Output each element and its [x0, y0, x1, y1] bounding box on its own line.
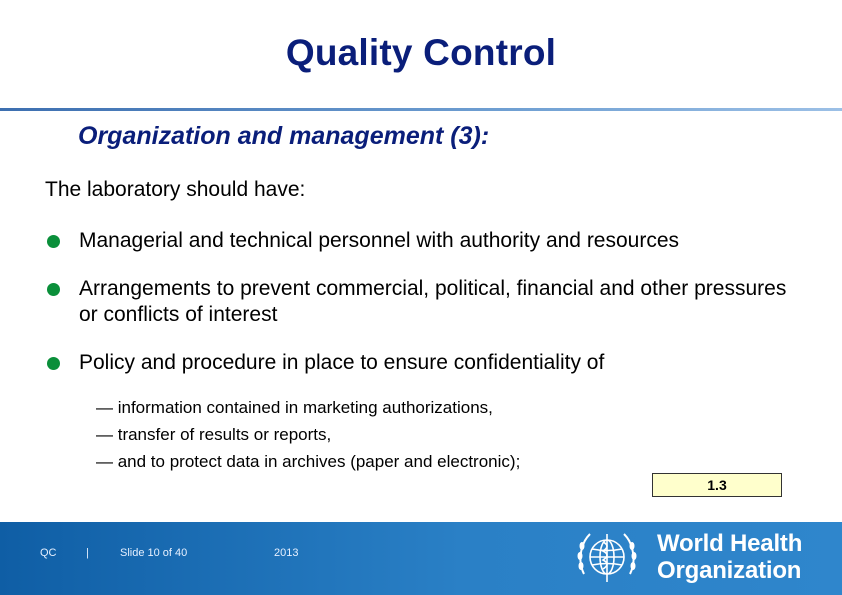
- sub-item: — information contained in marketing authorizations,: [96, 398, 493, 417]
- who-wordmark-line1: World Health: [657, 530, 803, 557]
- who-wordmark: [657, 530, 802, 584]
- intro-text: The laboratory should have:: [45, 178, 306, 201]
- slide-subtitle: Organization and management (3):: [78, 122, 490, 150]
- who-wordmark-line2: Organization: [657, 557, 802, 584]
- bullet-text: Arrangements to prevent commercial, political, financial and other pressures or conflicts of interest: [79, 277, 787, 326]
- bullet-item: [45, 350, 805, 376]
- bullet-dot-icon: [47, 283, 60, 296]
- bullet-text: Policy and procedure in place to ensure confidentiality of: [79, 351, 605, 374]
- footer-year: 2013: [274, 547, 299, 559]
- title-divider: [0, 108, 842, 111]
- slide-title: Quality Control: [285, 32, 557, 73]
- sub-item-list: [96, 394, 520, 475]
- bullet-list: [45, 228, 805, 398]
- bullet-text: Managerial and technical personnel with authority and resources: [79, 229, 680, 252]
- who-emblem-icon: [572, 524, 642, 594]
- footer-slide-number: Slide 10 of 40: [120, 547, 188, 559]
- footer-course: QC: [40, 547, 57, 559]
- footer-separator: |: [86, 547, 89, 559]
- sub-item: — transfer of results or reports,: [96, 425, 332, 444]
- bullet-dot-icon: [47, 235, 60, 248]
- bullet-item: [45, 276, 805, 328]
- bullet-dot-icon: [47, 357, 60, 370]
- bullet-item: [45, 228, 805, 254]
- sub-item: — and to protect data in archives (paper and electronic);: [96, 452, 521, 471]
- reference-badge: 1.3: [652, 473, 782, 497]
